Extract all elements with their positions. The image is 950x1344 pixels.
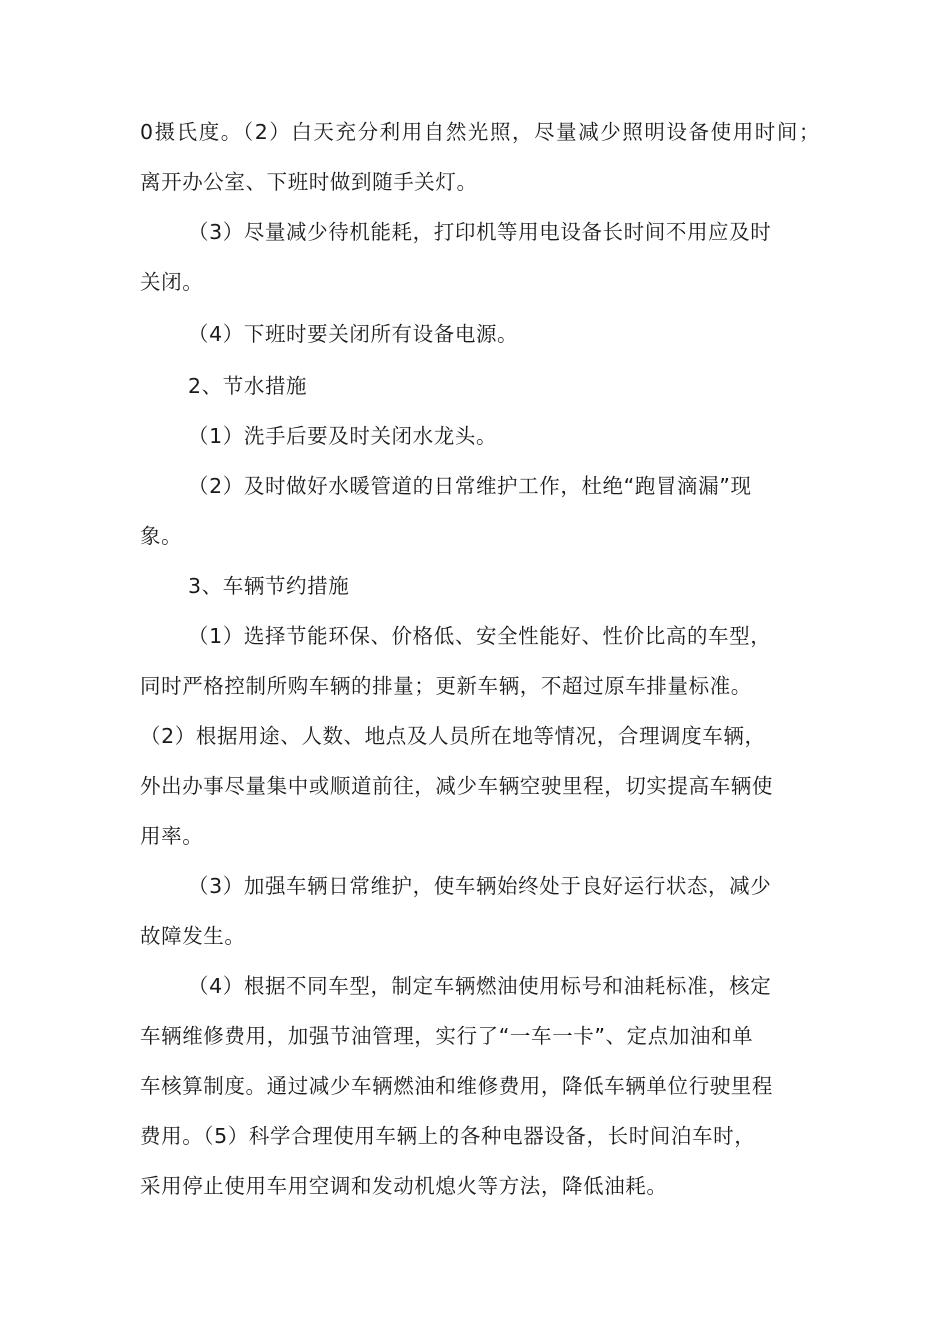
- text-line: 费用。（5）科学合理使用车辆上的各种电器设备，长时间泊车时，: [140, 1124, 756, 1148]
- text-line: 同时严格控制所购车辆的排量；更新车辆，不超过原车排量标准。: [140, 674, 752, 698]
- text-line: 象。: [140, 524, 183, 548]
- text-line: （2）及时做好水暖管道的日常维护工作，杜绝“跑冒滴漏”现: [188, 474, 752, 498]
- text-line: （4）根据不同车型，制定车辆燃油使用标号和油耗标准，核定: [188, 974, 772, 998]
- text-line: 用率。: [140, 824, 204, 848]
- text-line: （2）根据用途、人数、地点及人员所在地等情况，合理调度车辆，: [140, 724, 766, 748]
- text-line: （4）下班时要关闭所有设备电源。: [188, 322, 519, 346]
- text-line: 故障发生。: [140, 924, 246, 948]
- text-line: 关闭。: [140, 270, 204, 294]
- text-line: 采用停止使用车用空调和发动机熄火等方法，降低油耗。: [140, 1174, 668, 1198]
- text-line: （1）选择节能环保、价格低、安全性能好、性价比高的车型，: [188, 624, 772, 648]
- text-line: 0摄氏度。（2）白天充分利用自然光照，尽量减少照明设备使用时间；: [140, 120, 820, 144]
- text-line: 外出办事尽量集中或顺道前往，减少车辆空驶里程，切实提高车辆使: [140, 774, 773, 798]
- text-line: 车辆维修费用，加强节油管理，实行了“一车一卡”、定点加油和单: [140, 1024, 754, 1048]
- text-line: 车核算制度。通过减少车辆燃油和维修费用，降低车辆单位行驶里程: [140, 1074, 773, 1098]
- text-line: 离开办公室、下班时做到随手关灯。: [140, 170, 478, 194]
- text-line: （3）尽量减少待机能耗，打印机等用电设备长时间不用应及时: [188, 220, 772, 244]
- section-heading: 2、节水措施: [188, 374, 308, 398]
- text-line: （1）洗手后要及时关闭水龙头。: [188, 424, 498, 448]
- section-heading: 3、车辆节约措施: [188, 574, 350, 598]
- text-line: （3）加强车辆日常维护，使车辆始终处于良好运行状态，减少: [188, 874, 772, 898]
